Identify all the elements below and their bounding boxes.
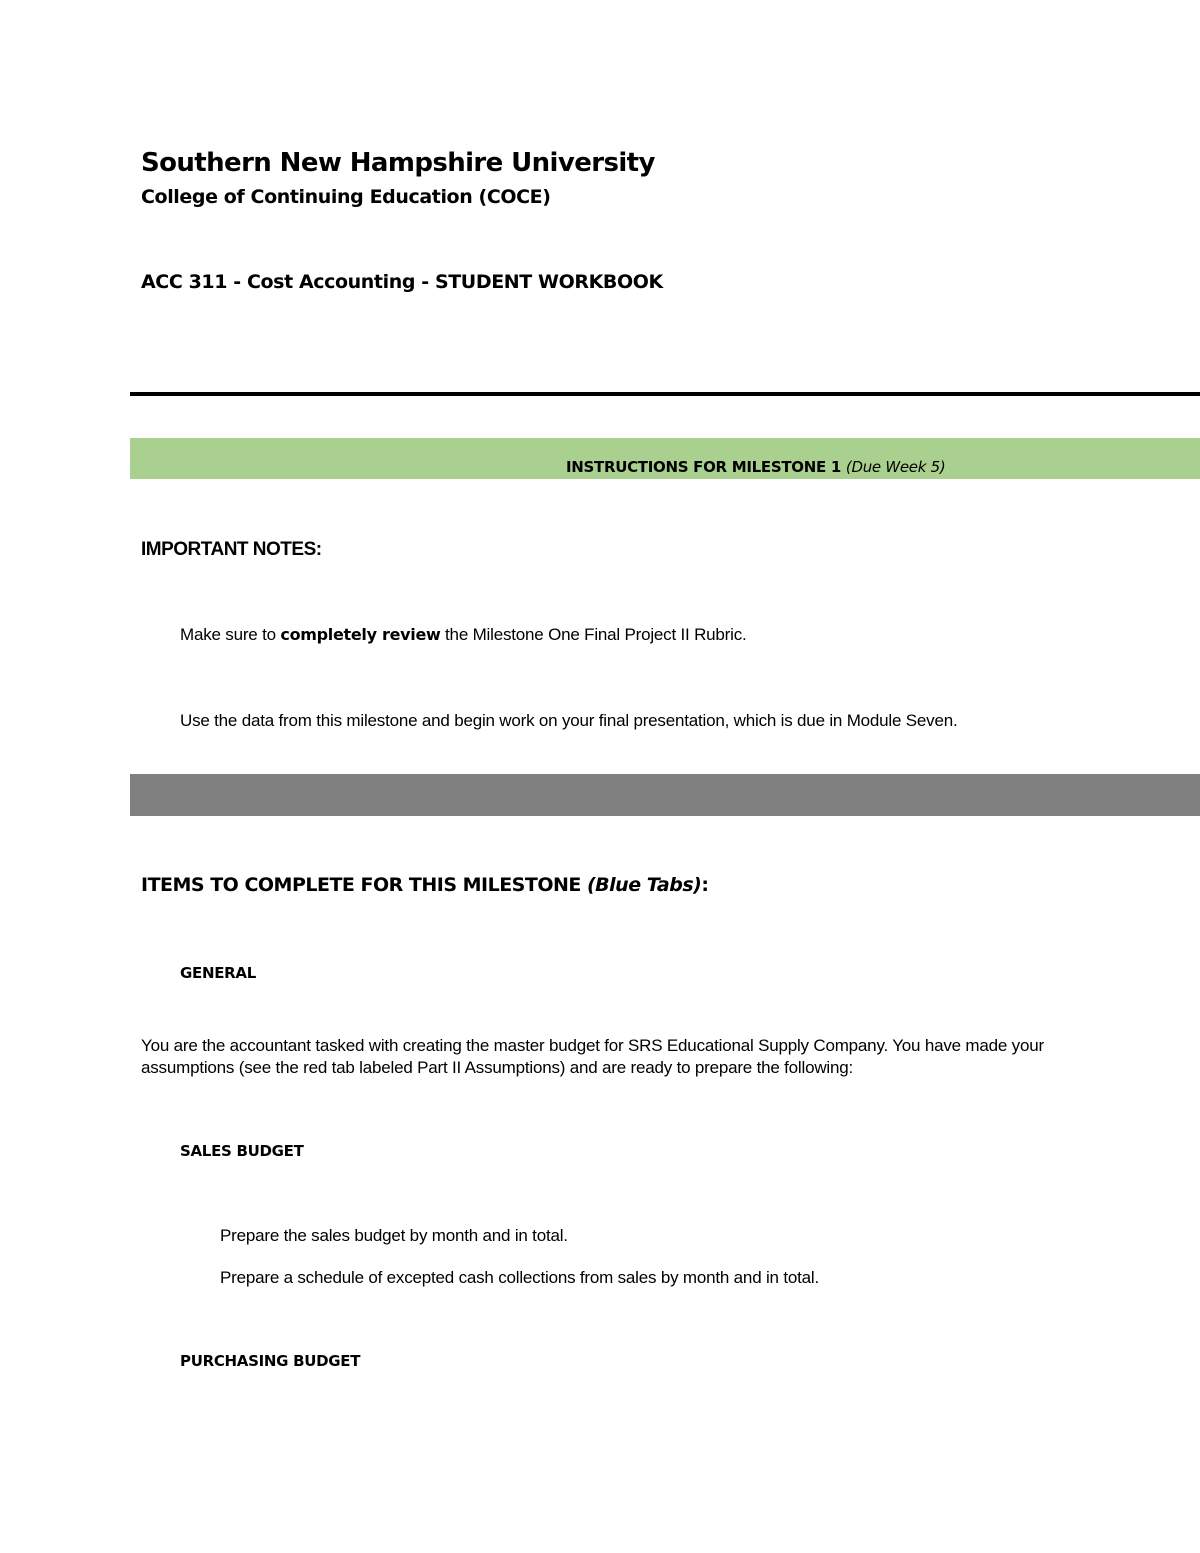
purchasing-budget-heading: PURCHASING BUDGET xyxy=(180,1352,361,1370)
milestone-banner-due: (Due Week 5) xyxy=(845,458,946,476)
note-rubric-before: Make sure to xyxy=(180,625,281,644)
section-divider-bar xyxy=(130,774,1200,816)
note-presentation: Use the data from this milestone and begin work on your final presentation, which is due in Module Seven. xyxy=(180,711,958,730)
items-heading xyxy=(141,874,708,896)
items-heading-italic: (Blue Tabs) xyxy=(586,874,702,896)
general-paragraph xyxy=(141,1035,1200,1079)
note-rubric-after: the Milestone One Final Project II Rubric. xyxy=(440,625,747,644)
note-rubric-bold: completely review xyxy=(280,625,441,644)
general-heading: GENERAL xyxy=(180,964,256,982)
general-line-1: You are the accountant tasked with creating the master budget for SRS Educational Supply Company. You have made your xyxy=(141,1036,1044,1055)
milestone-banner-text xyxy=(566,458,945,476)
course-title: ACC 311 - Cost Accounting - STUDENT WORKBOOK xyxy=(141,271,663,293)
important-notes-heading: IMPORTANT NOTES: xyxy=(141,539,322,560)
milestone-banner-title: INSTRUCTIONS FOR MILESTONE 1 xyxy=(566,458,841,476)
sales-budget-item-1: Prepare the sales budget by month and in total. xyxy=(220,1226,568,1245)
items-heading-before: ITEMS TO COMPLETE FOR THIS MILESTONE xyxy=(141,874,587,896)
items-heading-after: : xyxy=(701,874,709,896)
general-line-2: assumptions (see the red tab labeled Part II Assumptions) and are ready to prepare the following: xyxy=(141,1058,854,1077)
note-rubric xyxy=(180,625,747,645)
college-subtitle: College of Continuing Education (COCE) xyxy=(141,186,551,208)
university-title: Southern New Hampshire University xyxy=(141,148,655,178)
sales-budget-item-2: Prepare a schedule of excepted cash collections from sales by month and in total. xyxy=(220,1268,819,1287)
sales-budget-heading: SALES BUDGET xyxy=(180,1142,304,1160)
header-rule xyxy=(130,392,1200,396)
